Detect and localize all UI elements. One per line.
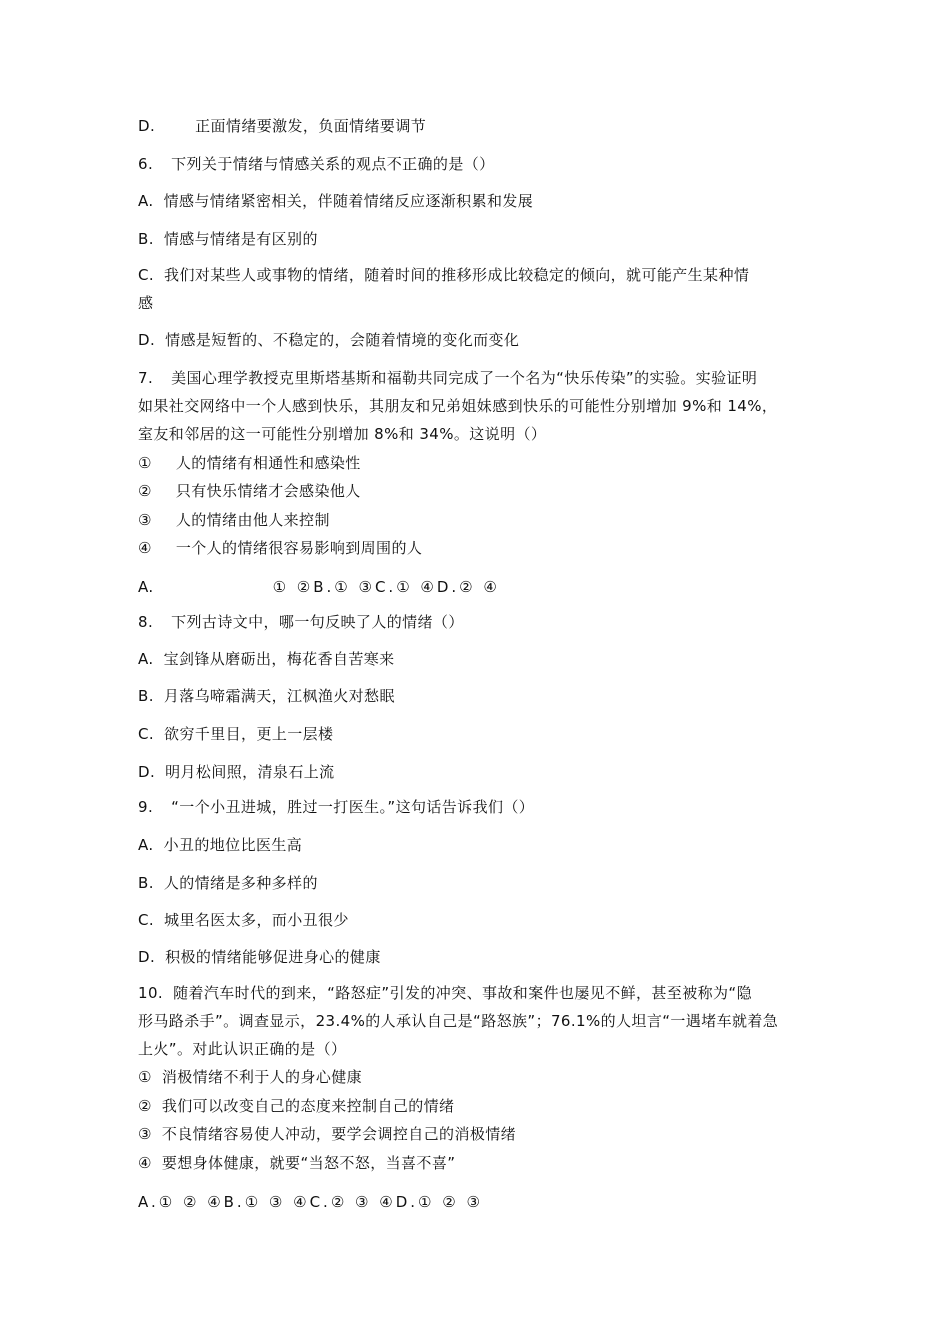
option-text: 情感与情绪是有区别的 <box>163 230 318 248</box>
option-label: D. <box>138 331 156 349</box>
q7-stem-1 <box>138 368 757 388</box>
item-text: 消极情绪不利于人的身心健康 <box>161 1068 363 1086</box>
q7-item-2 <box>138 481 361 501</box>
question-text: 下列古诗文中，哪一句反映了人的情绪（） <box>171 613 464 631</box>
option-text: 欲穷千里目，更上一层楼 <box>164 725 334 743</box>
option-label: C. <box>138 725 155 743</box>
answer-choices: ① ②B.① ③C.① ④D.② ④ <box>272 578 500 596</box>
option-label: B. <box>138 687 154 705</box>
q6-option-b <box>138 229 318 249</box>
question-number: 6. <box>138 155 154 173</box>
option-label: C. <box>138 266 155 284</box>
item-mark: ② <box>138 1097 152 1115</box>
item-mark: ① <box>138 1068 152 1086</box>
q5-option-d <box>138 116 426 136</box>
item-mark: ③ <box>138 511 152 529</box>
q8-stem <box>138 612 464 632</box>
q10-stem-2 <box>138 1011 778 1031</box>
q9-stem <box>138 797 534 817</box>
item-mark: ④ <box>138 1154 152 1172</box>
q10-item-4 <box>138 1153 455 1173</box>
option-label: A. <box>138 192 154 210</box>
q7-stem-3 <box>138 424 546 444</box>
question-text: 室友和邻居的这一可能性分别增加 8%和 34%。这说明（） <box>138 425 547 443</box>
option-text: 正面情绪要激发，负面情绪要调节 <box>195 117 427 135</box>
q10-stem-1 <box>138 983 752 1003</box>
q7-answer-options <box>138 577 500 597</box>
question-number: 9. <box>138 798 154 816</box>
option-text: 情感是短暂的、不稳定的，会随着情境的变化而变化 <box>165 331 520 349</box>
question-text: 下列关于情绪与情感关系的观点不正确的是（） <box>171 155 495 173</box>
option-text: 城里名医太多，而小丑很少 <box>164 911 349 929</box>
answer-choices: A.① ② ④B.① ③ ④C.② ③ ④D.① ② ③ <box>138 1193 483 1211</box>
option-label: D. <box>138 117 156 135</box>
item-text: 不良情绪容易使人冲动，要学会调控自己的消极情绪 <box>161 1125 517 1143</box>
q7-stem-2 <box>138 396 777 416</box>
question-number: 8. <box>138 613 154 631</box>
item-text: 人的情绪有相通性和感染性 <box>175 454 361 472</box>
q6-stem <box>138 154 495 174</box>
option-text: 人的情绪是多种多样的 <box>163 874 318 892</box>
q10-answer-options <box>138 1192 483 1212</box>
question-number: 10. <box>138 984 164 1002</box>
q9-option-b <box>138 873 318 893</box>
q6-option-a <box>138 191 533 211</box>
q9-option-d <box>138 947 381 967</box>
option-text: 月落乌啼霜满天，江枫渔火对愁眠 <box>163 687 395 705</box>
question-text: 形马路杀手”。调查显示，23.4%的人承认自己是“路怒族”；76.1%的人坦言“一遇堵车就着急 <box>138 1012 779 1030</box>
q7-item-1 <box>138 453 361 473</box>
option-label: D. <box>138 763 156 781</box>
q9-option-a <box>138 835 302 855</box>
option-label: A. <box>138 578 154 596</box>
option-label: A. <box>138 650 154 668</box>
q10-item-3 <box>138 1124 516 1144</box>
option-text: 宝剑锋从磨砺出，梅花香自苦寒来 <box>163 650 395 668</box>
option-label: D. <box>138 948 156 966</box>
q6-option-c-cont <box>138 293 153 313</box>
q7-item-3 <box>138 510 330 530</box>
item-text: 人的情绪由他人来控制 <box>175 511 330 529</box>
item-text: 一个人的情绪很容易影响到周围的人 <box>175 539 423 557</box>
question-text: 美国心理学教授克里斯塔基斯和福勒共同完成了一个名为“快乐传染”的实验。实验证明 <box>171 369 758 387</box>
option-text: 情感与情绪紧密相关，伴随着情绪反应逐渐积累和发展 <box>163 192 534 210</box>
question-text: 随着汽车时代的到来，“路怒症”引发的冲突、事故和案件也屡见不鲜，甚至被称为“隐 <box>173 984 752 1002</box>
q8-option-c <box>138 724 333 744</box>
q6-option-c <box>138 265 749 285</box>
q10-stem-3 <box>138 1039 346 1059</box>
q7-item-4 <box>138 538 422 558</box>
q10-item-2 <box>138 1096 454 1116</box>
item-mark: ② <box>138 482 152 500</box>
q8-option-d <box>138 762 335 782</box>
question-text: “一个小丑进城，胜过一打医生。”这句话告诉我们（） <box>171 798 535 816</box>
q9-option-c <box>138 910 349 930</box>
option-text: 感 <box>138 294 154 312</box>
q6-option-d <box>138 330 519 350</box>
q10-item-1 <box>138 1067 362 1087</box>
item-text: 要想身体健康，就要“当怒不怒，当喜不喜” <box>161 1154 456 1172</box>
q8-option-b <box>138 686 395 706</box>
item-mark: ④ <box>138 539 152 557</box>
item-mark: ③ <box>138 1125 152 1143</box>
option-label: B. <box>138 874 154 892</box>
question-text: 上火”。对此认识正确的是（） <box>138 1040 347 1058</box>
item-mark: ① <box>138 454 152 472</box>
option-label: B. <box>138 230 154 248</box>
question-number: 7. <box>138 369 154 387</box>
item-text: 我们可以改变自己的态度来控制自己的情绪 <box>161 1097 455 1115</box>
option-text: 我们对某些人或事物的情绪，随着时间的推移形成比较稳定的倾向，就可能产生某种情 <box>164 266 750 284</box>
option-text: 积极的情绪能够促进身心的健康 <box>165 948 381 966</box>
option-text: 明月松间照，清泉石上流 <box>165 763 335 781</box>
option-text: 小丑的地位比医生高 <box>163 836 303 854</box>
option-label: C. <box>138 911 155 929</box>
item-text: 只有快乐情绪才会感染他人 <box>175 482 361 500</box>
q8-option-a <box>138 649 395 669</box>
question-text: 如果社交网络中一个人感到快乐，其朋友和兄弟姐妹感到快乐的可能性分别增加 9%和 14%， <box>138 397 778 415</box>
option-label: A. <box>138 836 154 854</box>
